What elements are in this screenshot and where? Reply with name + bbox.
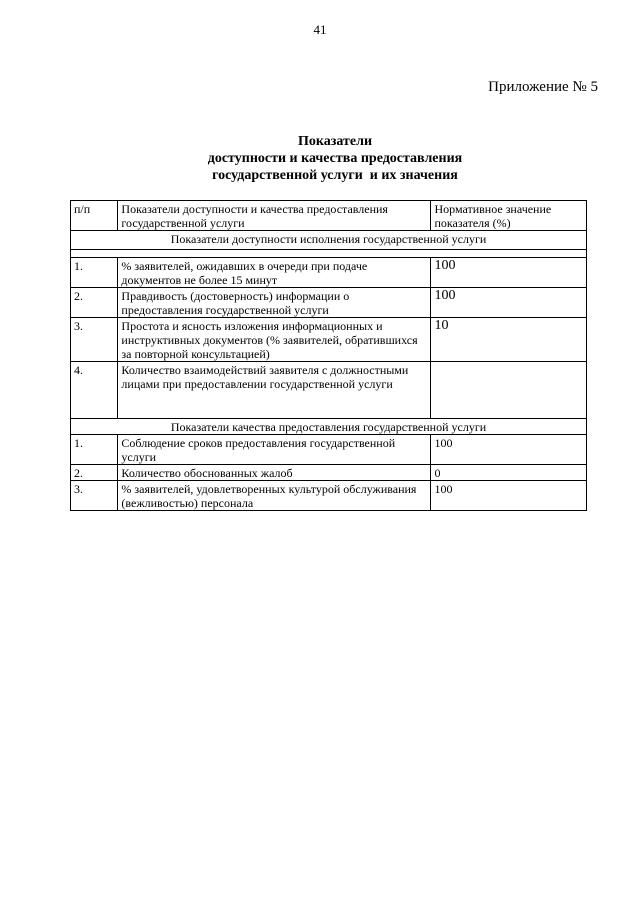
section-title: Показатели качества предоставления государственной услуги bbox=[71, 419, 587, 435]
section-row bbox=[71, 231, 587, 250]
section-row bbox=[71, 419, 587, 435]
appendix-label: Приложение № 5 bbox=[488, 79, 598, 95]
row-name: Количество обоснованных жалоб bbox=[118, 465, 431, 481]
row-value: 0 bbox=[431, 465, 587, 481]
row-num: 2. bbox=[71, 465, 118, 481]
spacer-cell bbox=[71, 250, 587, 258]
row-num: 2. bbox=[71, 288, 118, 318]
table-row bbox=[71, 250, 587, 258]
row-value: 100 bbox=[431, 258, 587, 288]
row-name: Соблюдение сроков предоставления государственной услуги bbox=[118, 435, 431, 465]
indicators-table bbox=[70, 200, 587, 511]
row-name: Простота и ясность изложения информационных и инструктивных документов (% заявителей, обратившихся за повторной консультацией) bbox=[118, 318, 431, 362]
row-num: 4. bbox=[71, 362, 118, 419]
row-value: 100 bbox=[431, 481, 587, 511]
row-name: % заявителей, ожидавших в очереди при подаче документов не более 15 минут bbox=[118, 258, 431, 288]
table-row bbox=[71, 258, 587, 288]
row-value: 100 bbox=[431, 288, 587, 318]
title-line-2: доступности и качества предоставления bbox=[207, 151, 463, 166]
row-num: 3. bbox=[71, 318, 118, 362]
row-num: 1. bbox=[71, 258, 118, 288]
document-title bbox=[0, 133, 640, 184]
title-line-3: государственной услуги и их значения bbox=[212, 168, 458, 183]
table-row bbox=[71, 435, 587, 465]
table-row bbox=[71, 318, 587, 362]
header-name: Показатели доступности и качества предоставления государственной услуги bbox=[118, 201, 431, 231]
row-num: 3. bbox=[71, 481, 118, 511]
row-name: Правдивость (достоверность) информации о предоставления государственной услуги bbox=[118, 288, 431, 318]
title-line-1: Показатели bbox=[297, 134, 373, 149]
table-row bbox=[71, 362, 587, 419]
row-value bbox=[431, 362, 587, 419]
row-value: 100 bbox=[431, 435, 587, 465]
row-name: Количество взаимодействий заявителя с должностными лицами при предоставлении государственной услуги bbox=[118, 362, 431, 419]
row-num: 1. bbox=[71, 435, 118, 465]
header-value: Нормативное значение показателя (%) bbox=[431, 201, 587, 231]
section-title: Показатели доступности исполнения государственной услуги bbox=[71, 231, 587, 250]
page-number: 41 bbox=[313, 22, 327, 37]
table-row bbox=[71, 288, 587, 318]
table-row bbox=[71, 481, 587, 511]
row-value: 10 bbox=[431, 318, 587, 362]
header-num: п/п bbox=[71, 201, 118, 231]
table-header-row bbox=[71, 201, 587, 231]
table-row bbox=[71, 465, 587, 481]
row-name: % заявителей, удовлетворенных культурой обслуживания (вежливостью) персонала bbox=[118, 481, 431, 511]
